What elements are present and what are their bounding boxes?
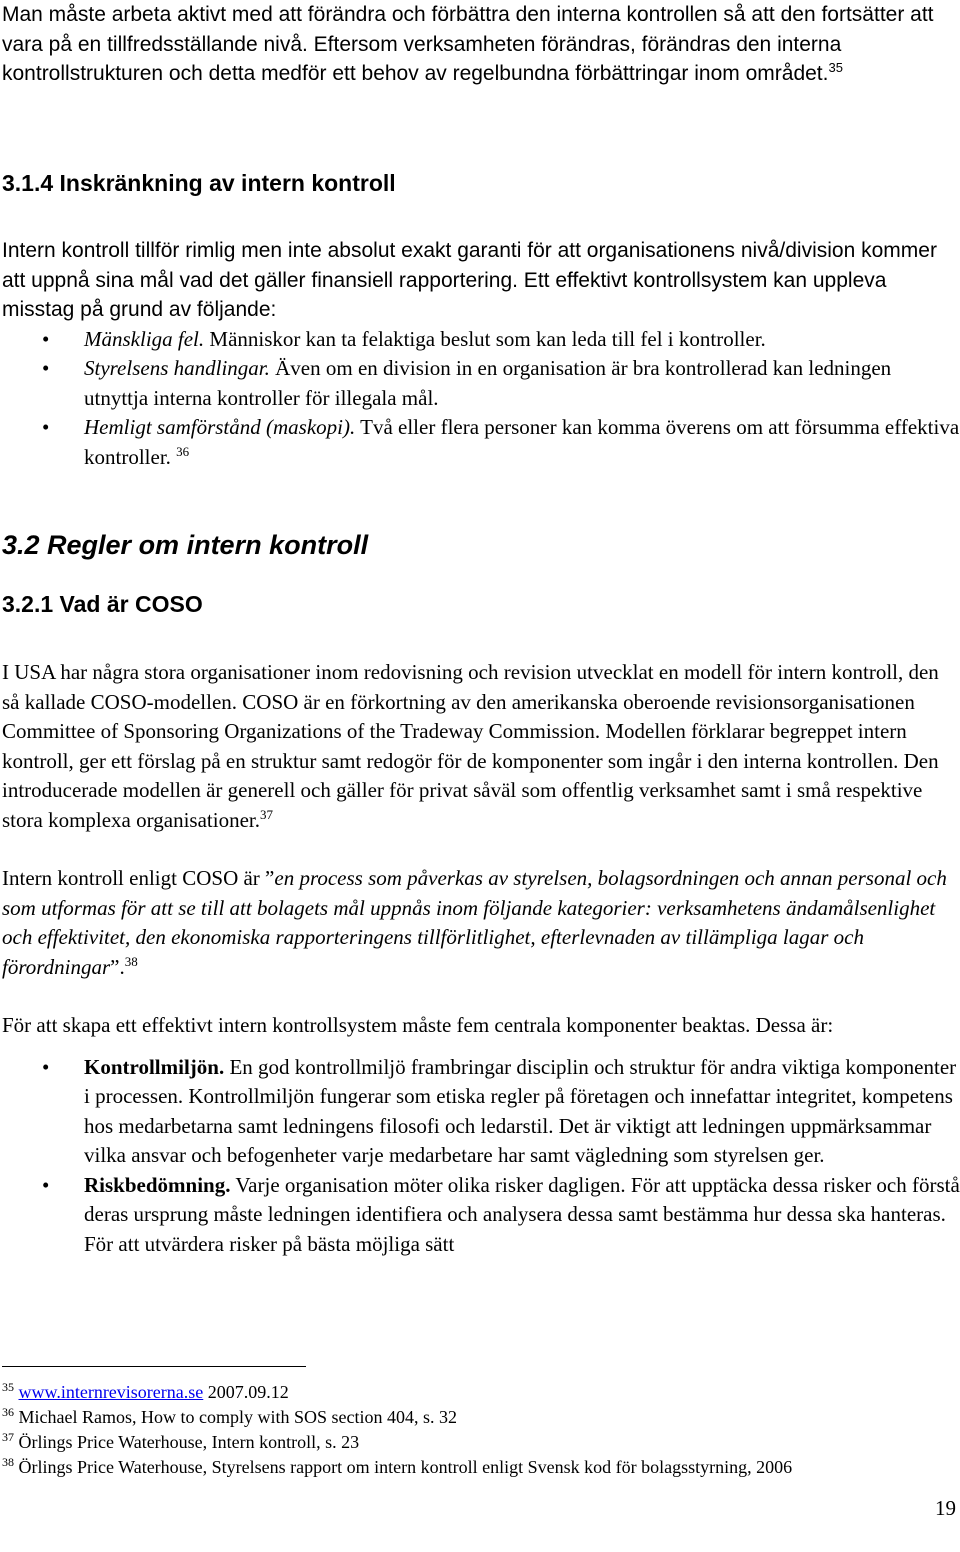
section-3-2-1-body [2,658,960,1259]
component-text: En god kontrollmiljö frambringar disciplin och struktur för andra viktiga komponenter i processen. Kontrollmiljön fungerar som etiska regler på företagen och innefattar integritet, kompetens hos medarbetarna samt ledningens filosofi och ledarstil. Det är viktigt att ledningen uppmärksammar vilka ansvar och befogenheter varje medarbetare har samt vägledning som styrelsen ger. [84,1054,957,1167]
list-item [2,413,960,472]
list-item-term: Mänskliga fel. [84,326,205,351]
footnote-link[interactable]: www.internrevisorerna.se [18,1382,204,1402]
coso-definition-lead: Intern kontroll enligt COSO är ” [2,866,275,890]
footnote-text: Örlings Price Waterhouse, Styrelsens rapport om intern kontroll enligt Svensk kod för bolagsstyrning, 2006 [18,1457,793,1477]
coso-definition-tail: ”. [110,954,125,979]
list-item-text: Även om en division in en organisation är bra kontrollerad kan ledningen utnyttja interna kontroller för illegala mål. [84,356,892,410]
limitations-list [2,325,960,473]
footnote-ref-38[interactable]: 38 [124,953,138,969]
component-text: Varje organisation möter olika risker dagligen. För att upptäcka dessa risker och förstå deras ursprung måste ledningen identifiera och analysera dessa samt bestämma hur dessa ska hanteras. För att utvärdera risker på bästa möjliga sätt [84,1172,960,1256]
bullet-icon: • [42,356,50,380]
list-item-text: Två eller flera personer kan komma överens om att försumma effektiva kontroller. [84,415,960,469]
page-number: 19 [935,1496,956,1520]
footnote-number: 38 [2,1455,14,1469]
coso-definition-quote: en process som påverkas av styrelsen, bolagsordningen och annan personal och som utformas för att se till att bolagets mål uppnås inom följande kategorier: verksamhetens ändamålsenlighet och effektivitet, den ekonomiska rapporteringens tillförlitlighet, efterlevnaden av tillämpliga lagar och förordningar [2,866,947,979]
section-heading-3-1-4: 3.1.4 Inskränkning av intern kontroll [2,170,396,196]
intro-text: Man måste arbeta aktivt med att förändra och förbättra den interna kontrollen så att den fortsätter att vara på en tillfredsställande nivå. Eftersom verksamheten förändras, förändras den interna kontrollstrukturen och detta medför ett behov av regelbundna förbättringar inom området. [2,3,934,85]
footnote-36 [2,1405,457,1430]
component-term: Riskbedömning. [84,1172,231,1197]
list-item [2,1171,960,1260]
footnote-35 [2,1380,289,1405]
footnote-ref-36[interactable]: 36 [176,443,190,459]
bullet-icon: • [42,1172,50,1197]
intro-paragraph [2,0,960,89]
footnote-text: Örlings Price Waterhouse, Intern kontroll, s. 23 [18,1432,360,1452]
components-list [2,1053,960,1260]
footnote-number: 35 [2,1380,14,1394]
footnote-text: Michael Ramos, How to comply with SOS section 404, s. 32 [18,1407,457,1427]
list-item [2,325,960,355]
bullet-icon: • [42,415,50,439]
list-item-term: Styrelsens handlingar. [84,356,270,380]
footnote-37 [2,1430,359,1455]
footnote-number: 36 [2,1405,14,1419]
component-term: Kontrollmiljön. [84,1054,225,1079]
list-item-term: Hemligt samförstånd (maskopi). [84,415,356,439]
footnote-ref-37[interactable]: 37 [259,806,273,822]
footnote-38 [2,1455,792,1480]
bullet-icon: • [42,1054,50,1079]
coso-paragraph-1 [2,658,960,835]
footnote-ref-35[interactable]: 35 [828,60,843,75]
list-item-text: Människor kan ta felaktiga beslut som kan leda till fel i kontroller. [204,326,766,351]
bullet-icon: • [42,326,50,351]
section-3-1-4-paragraph: Intern kontroll tillför rimlig men inte absolut exakt garanti för att organisationens nivå/division kommer att uppnå sina mål vad det gäller finansiell rapportering. Ett effektivt kontrollsystem kan uppleva misstag på grund av följande: [2,239,937,321]
coso-paragraph-3: För att skapa ett effektivt intern kontrollsystem måste fem centrala komponenter beaktas. Dessa är: [2,1013,834,1037]
list-item [2,1053,960,1171]
coso-paragraph-2 [2,864,960,982]
footnote-separator [2,1366,306,1367]
section-3-1-4-body [2,236,960,472]
coso-paragraph-1-text: I USA har några stora organisationer inom redovisning och revision utvecklat en modell för intern kontroll, den så kallade COSO-modellen. COSO är en förkortning av den amerikanska oberoende revisionsorganisationen Committee of Sponsoring Organizations of the Tradeway Commission. Modellen förklarar begreppet intern kontroll, ger ett förslag på en struktur samt redogör för de komponenter som ingår i den interna kontrollen. Den introducerade modellen är generell och gäller för privat såväl som offentlig verksamhet samt i små respektive stora komplexa organisationer. [2,660,939,832]
footnote-number: 37 [2,1430,14,1444]
section-heading-3-2: 3.2 Regler om intern kontroll [2,530,369,560]
section-heading-3-2-1: 3.2.1 Vad är COSO [2,591,203,617]
footnote-text: 2007.09.12 [203,1382,289,1402]
list-item [2,354,960,413]
